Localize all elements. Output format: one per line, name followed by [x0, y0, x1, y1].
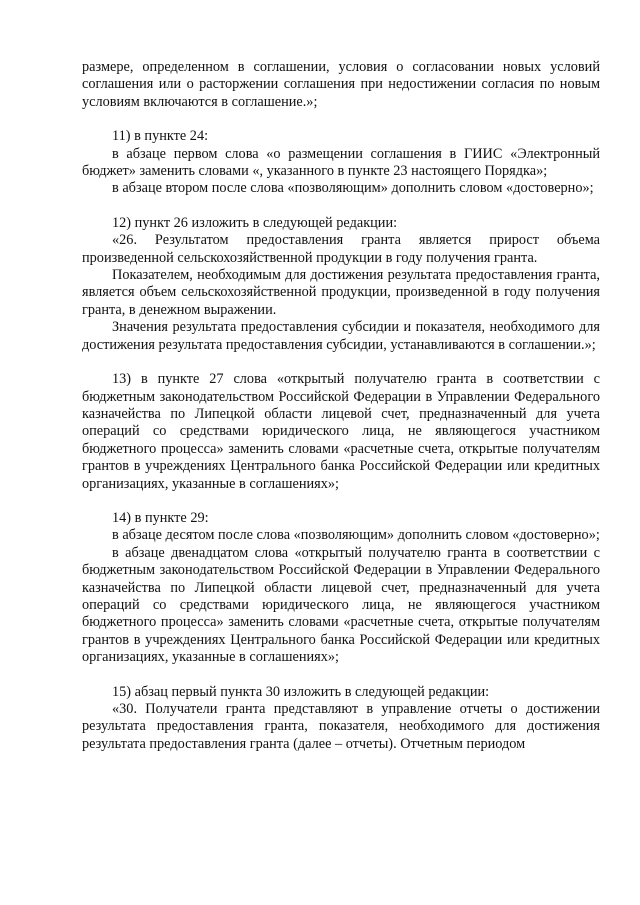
document-paragraph: 14) в пункте 29: — [112, 509, 209, 526]
paragraph-spacer — [82, 493, 600, 510]
paragraph-spacer — [82, 354, 600, 371]
paragraph-spacer — [82, 111, 600, 128]
document-paragraph: в абзаце первом слова «о размещении соглашения в ГИИС «Электронный бюджет» заменить словами «, указанного в пункте 23 настоящего Порядка»; — [82, 145, 600, 180]
document-paragraph: 12) пункт 26 изложить в следующей редакции: — [112, 214, 398, 231]
document-paragraph: «30. Получатели гранта представляют в управление отчеты о достижении результата предоставления гранта, показателя, необходимого для достижения результата предоставления гранта (далее – отчеты). Отчетным периодом — [82, 701, 600, 752]
document-paragraph: размере, определенном в соглашении, условия о согласовании новых условий соглашения или о расторжении соглашения при недостижении согласия по новым условиям включаются в соглашение.»; — [82, 59, 600, 110]
paragraph-spacer — [82, 667, 600, 684]
document-paragraph: «26. Результатом предоставления гранта является прирост объема произведенной сельскохозяйственной продукции в году получения гранта. — [82, 232, 600, 266]
document-paragraph: Показателем, необходимым для достижения результата предоставления гранта, является объем сельскохозяйственной продукции, произведенной в году получения гранта, в денежном выражении. — [82, 267, 600, 318]
paragraph-spacer — [82, 198, 600, 215]
document-paragraph: 15) абзац первый пункта 30 изложить в следующей редакции: — [112, 683, 490, 700]
document-paragraph: в абзаце втором после слова «позволяющим» дополнить словом «достоверно»; — [112, 180, 594, 197]
document-paragraph: в абзаце десятом после слова «позволяющим» дополнить словом «достоверно»; — [112, 527, 600, 544]
document-paragraph: Значения результата предоставления субсидии и показателя, необходимого для достижения результата предоставления субсидии, устанавливаются в соглашении.»; — [82, 319, 600, 353]
document-paragraph: 11) в пункте 24: — [112, 128, 209, 145]
document-body — [82, 59, 600, 753]
document-paragraph: в абзаце двенадцатом слова «открытый получателю гранта в соответствии с бюджетным законодательством Российской Федерации в Управлении Федерального казначейства по Липецкой области лицевой счет, предназначенный для учета операций со средствами юридического лица, не являющегося участником бюджетного процесса» заменить словами «расчетные счета, открытые получателям грантов в учреждениях Центрального банка Российской Федерации или кредитных организациях, указанные в соглашениях»; — [82, 544, 600, 666]
document-paragraph: 13) в пункте 27 слова «открытый получателю гранта в соответствии с бюджетным законодательством Российской Федерации в Управлении Федерального казначейства по Липецкой области лицевой счет, предназначенный для учета операций со средствами юридического лица, не являющегося участником бюджетного процесса» заменить словами «расчетные счета, открытые получателям грантов в учреждениях Центрального банка Российской Федерации или кредитных организациях, указанные в соглашениях»; — [82, 371, 600, 492]
